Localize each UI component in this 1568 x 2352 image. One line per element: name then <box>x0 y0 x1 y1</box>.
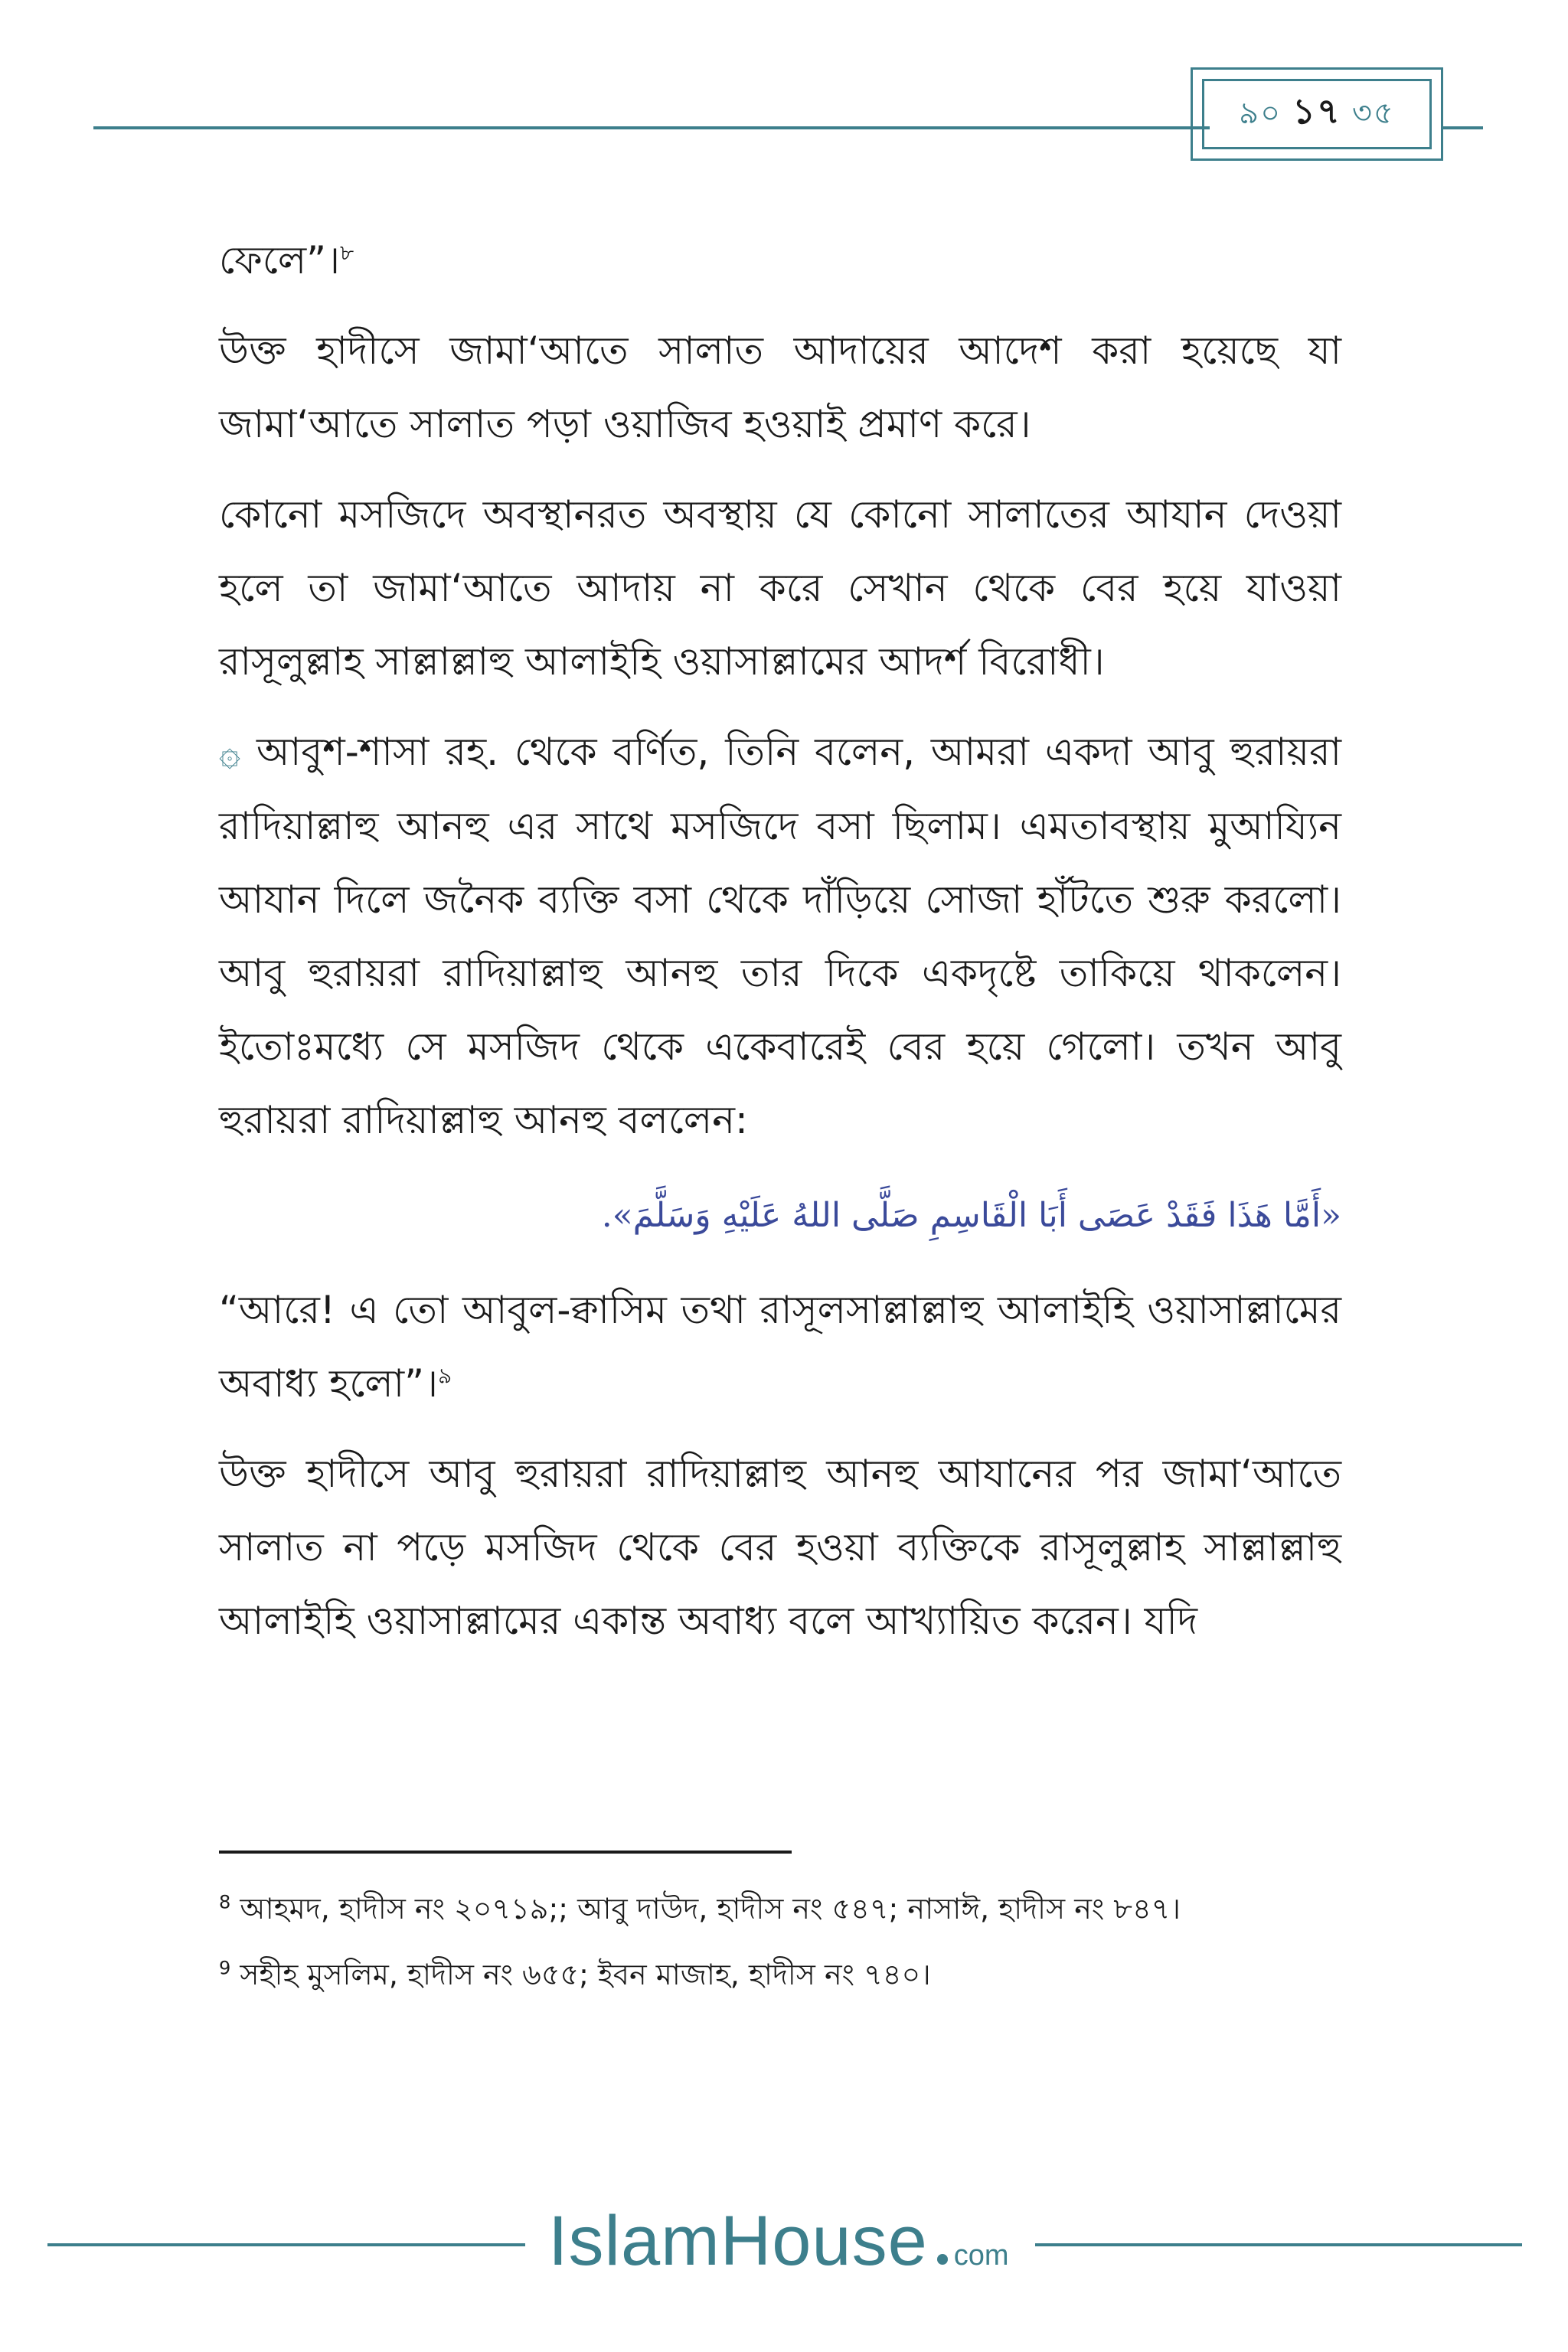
footnote-text: আহমদ, হাদীস নং ২০৭১৯;; আবু দাউদ, হাদীস নং ৫৪৭; নাসাঈ, হাদীস নং ৮৪৭। <box>240 1892 1181 1926</box>
star-ornament-icon: ۞ <box>219 731 241 774</box>
footnote-number: 8 <box>219 1891 231 1913</box>
footnote-separator <box>219 1851 792 1854</box>
islamhouse-logo[interactable] <box>548 2201 1009 2285</box>
ornament-left-icon: ৯০ <box>1239 95 1282 131</box>
paragraph-1-text: ফেলে”। <box>219 238 340 283</box>
footnote-ref-9[interactable]: ৯ <box>437 1363 452 1389</box>
main-text <box>219 224 1341 1674</box>
footnote-ref-8[interactable]: ৮ <box>339 240 354 266</box>
paragraph-5 <box>219 1273 1341 1420</box>
header-rule-right <box>1443 126 1483 129</box>
page-number: ১৭ <box>1292 90 1341 132</box>
paragraph-3: কোনো মসজিদে অবস্থানরত অবস্থায় যে কোনো সালাতের আযান দেওয়া হলে তা জামা‘আতে আদায় না করে সেখান থেকে বের হয়ে যাওয়া রাসূলুল্লাহ সাল্লাল্লাহু আলাইহি ওয়াসাল্লামের আদর্শ বিরোধী। <box>219 492 1341 684</box>
paragraph-2: উক্ত হাদীসে জামা‘আতে সালাত আদায়ের আদেশ করা হয়েছে যা জামা‘আতে সালাত পড়া ওয়াজিব হওয়াই প্রমাণ করে। <box>219 328 1341 446</box>
footnote-9 <box>219 1945 1341 2004</box>
brand-tld: com <box>953 2239 1009 2272</box>
page-number-box <box>1191 67 1443 161</box>
footnote-number: 9 <box>219 1957 231 1979</box>
paragraph-6: উক্ত হাদীসে আবু হুরায়রা রাদিয়াল্লাহু আনহু আযানের পর জামা‘আতে সালাত না পড়ে মসজিদ থেকে বের হওয়া ব্যক্তিকে রাসূলুল্লাহ সাল্লাল্লাহু আলাইহি ওয়াসাল্লামের একান্ত অবাধ্য বলে আখ্যায়িত করেন। যদি <box>219 1452 1341 1643</box>
ornament-right-icon: ৩৫ <box>1351 95 1395 131</box>
dot-icon <box>937 2254 948 2265</box>
footnotes <box>219 1880 1341 2011</box>
arabic-quote: «أَمَّا هَذَا فَقَدْ عَصَى أَبَا الْقَاسِمِ صَلَّى اللهُ عَلَيْهِ وَسَلَّمَ». <box>601 1196 1341 1235</box>
footnote-8 <box>219 1880 1341 1938</box>
footer-rule-left <box>47 2243 525 2246</box>
paragraph-4-text: আবুশ-শাসা রহ. থেকে বর্ণিত, তিনি বলেন, আমরা একদা আবু হুরায়রা রাদিয়াল্লাহু আনহু এর সাথে মসজিদে বসা ছিলাম। এমতাবস্থায় মুআয্যিন আযান দিলে জনৈক ব্যক্তি বসা থেকে দাঁড়িয়ে সোজা হাঁটতে শুরু করলো। আবু হুরায়রা রাদিয়াল্লাহু আনহু তার দিকে একদৃষ্টে তাকিয়ে থাকলেন। ইতোঃমধ্যে সে মসজিদ থেকে একেবারেই বের হয়ে গেলো। তখন আবু হুরায়রা রাদিয়াল্লাহু আনহু বললেন: <box>219 730 1341 1142</box>
paragraph-5-text: “আরে! এ তো আবুল-ক্বাসিম তথা রাসূলসাল্লাল্লাহু আলাইহি ওয়াসাল্লামের অবাধ্য হলো”। <box>219 1288 1341 1406</box>
brand-name: IslamHouse <box>548 2202 928 2280</box>
paragraph-1 <box>219 224 1341 297</box>
footer-rule-right <box>1035 2243 1522 2246</box>
page-number-box-inner <box>1202 79 1432 149</box>
header-rule-left <box>93 126 1210 129</box>
paragraph-4 <box>219 715 1341 1157</box>
footnote-text: সহীহ মুসলিম, হাদীস নং ৬৫৫; ইবন মাজাহ, হাদীস নং ৭৪০। <box>240 1958 931 1991</box>
